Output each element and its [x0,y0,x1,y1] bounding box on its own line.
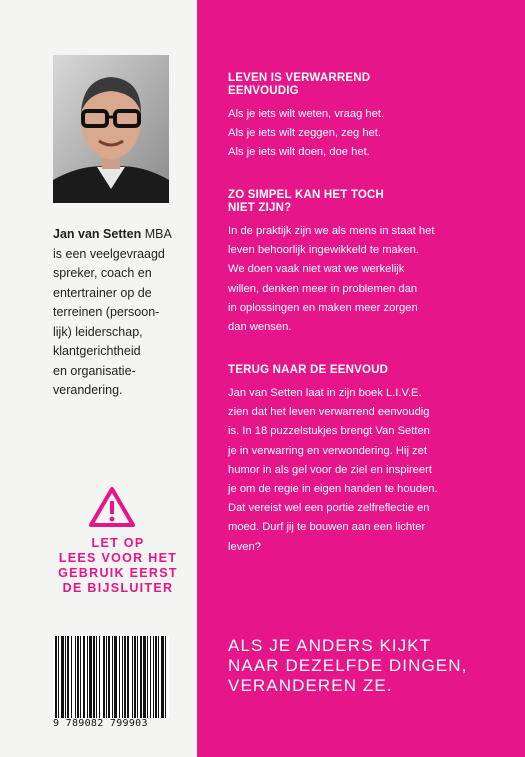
section-zo-simpel [228,189,518,337]
barcode-bar [106,636,107,718]
barcode-bar [158,636,159,718]
barcode-bar [114,636,117,718]
author-name: Jan van Setten [53,227,142,241]
barcode-bar [61,636,64,718]
barcode-bar [124,636,126,718]
body-line: willen, denken meer in problemen dan [228,282,418,295]
body-line: We doen vaak niet wat we werkelijk [228,263,405,276]
barcode-bar [165,636,166,718]
barcode-bar [65,636,66,718]
barcode-bar [67,636,69,718]
author-photo [53,55,169,203]
barcode-bar [153,636,154,718]
barcode-bar [77,636,79,718]
bio-line: lijk) leiderschap, [53,324,143,339]
barcode-bar [132,636,133,718]
barcode-bar [80,636,81,718]
warning-line: LEES VOOR HET [58,551,178,565]
body-line: leven behoorlijk ingewikkeld te maken. [228,244,419,257]
barcode-bar [140,636,142,718]
barcode-bar [155,636,157,718]
barcode-bar [83,636,85,718]
heading-line: EENVOUDIG [228,85,299,97]
bio-line: entertrainer op de [53,285,152,300]
quote-line: NAAR DEZELFDE DINGEN, [228,656,468,675]
author-title: MBA [144,227,172,241]
barcode-bar [137,636,138,718]
author-bio [53,225,193,401]
body-line: in oplossingen en maken meer zorgen [228,301,418,314]
warning-text [53,536,183,596]
barcode-bar [75,636,76,718]
barcode-bar [89,636,92,718]
warning-line: LET OP [91,536,145,550]
barcode-bar [96,636,97,718]
section-body [228,384,518,557]
barcode-bar [150,636,151,718]
barcode-bar [127,636,129,718]
barcode-bar [58,636,59,718]
barcode-bar [71,636,72,718]
isbn-barcode [53,636,169,718]
body-line: zien dat het leven verwarrend eenvoudig [228,406,430,419]
section-heading [228,72,518,98]
quote-line: ALS JE ANDERS KIJKT [228,636,432,655]
back-cover-quote [228,636,467,696]
body-line: is. In 18 puzzelstukjes brengt Van Setten [228,425,430,438]
barcode-bar [122,636,123,718]
body-line: leven? [228,540,261,553]
body-line: Dat vereist wel een portie zelfreflectie en [228,502,430,515]
isbn-number: 9 789082 799903 [53,718,148,729]
body-line: Als je iets wilt doen, doe het. [228,146,370,159]
barcode-bar [87,636,88,718]
body-line: Als je iets wilt zeggen, zeg het. [228,127,381,140]
barcode-bar [108,636,110,718]
bio-line: en organisatie- [53,363,136,378]
heading-line: NIET ZIJN? [228,202,292,214]
section-body [228,222,518,337]
barcode-bar [134,636,136,718]
heading-line: TERUG NAAR DE EENVOUD [228,364,389,376]
bio-line: klantgerichtheid [53,344,141,358]
body-line: Jan van Setten laat in zijn boek L.I.V.E. [228,387,422,399]
bio-line: spreker, coach en [53,266,152,280]
heading-line: ZO SIMPEL KAN HET TOCH [228,189,385,201]
barcode-bar [112,636,113,718]
barcode-bar [147,636,148,718]
body-line: Als je iets wilt weten, vraag het. [228,108,385,120]
body-line: dan wensen. [228,321,292,334]
barcode-bar [103,636,105,718]
barcode-bar [93,636,95,718]
section-body [228,105,518,163]
body-line: In de praktijk zijn we als mens in staat het [228,225,435,237]
heading-line: LEVEN IS VERWARREND [228,72,371,84]
barcode-bar [55,636,57,718]
section-heading [228,189,518,215]
quote-line: VERANDEREN ZE. [228,676,393,695]
warning-line: GEBRUIK EERST [58,566,178,580]
warning-triangle-icon [88,486,136,528]
body-line: je om de regie in eigen handen te houden. [228,483,438,496]
barcode-bar [119,636,120,718]
author-bio-first-line [53,225,193,245]
barcode-bar [99,636,100,718]
section-leven-is-verwarrend [228,72,518,163]
section-heading [228,364,518,377]
warning-line: DE BIJSLUITER [62,581,174,595]
section-terug-naar-de-eenvoud [228,364,518,557]
body-line: humor in als gel voor de ziel en inspireert [228,463,432,476]
body-line: je in verwarring en verwondering. Hij zet [228,444,427,457]
bio-line: verandering. [53,383,123,397]
bio-line: is een veelgevraagd [53,246,165,261]
bio-line: terreinen (persoon- [53,305,160,319]
barcode-bar [161,636,164,718]
body-line: moed. Durf jij te bouwen aan een lichter [228,521,426,534]
barcode-bar [143,636,146,718]
